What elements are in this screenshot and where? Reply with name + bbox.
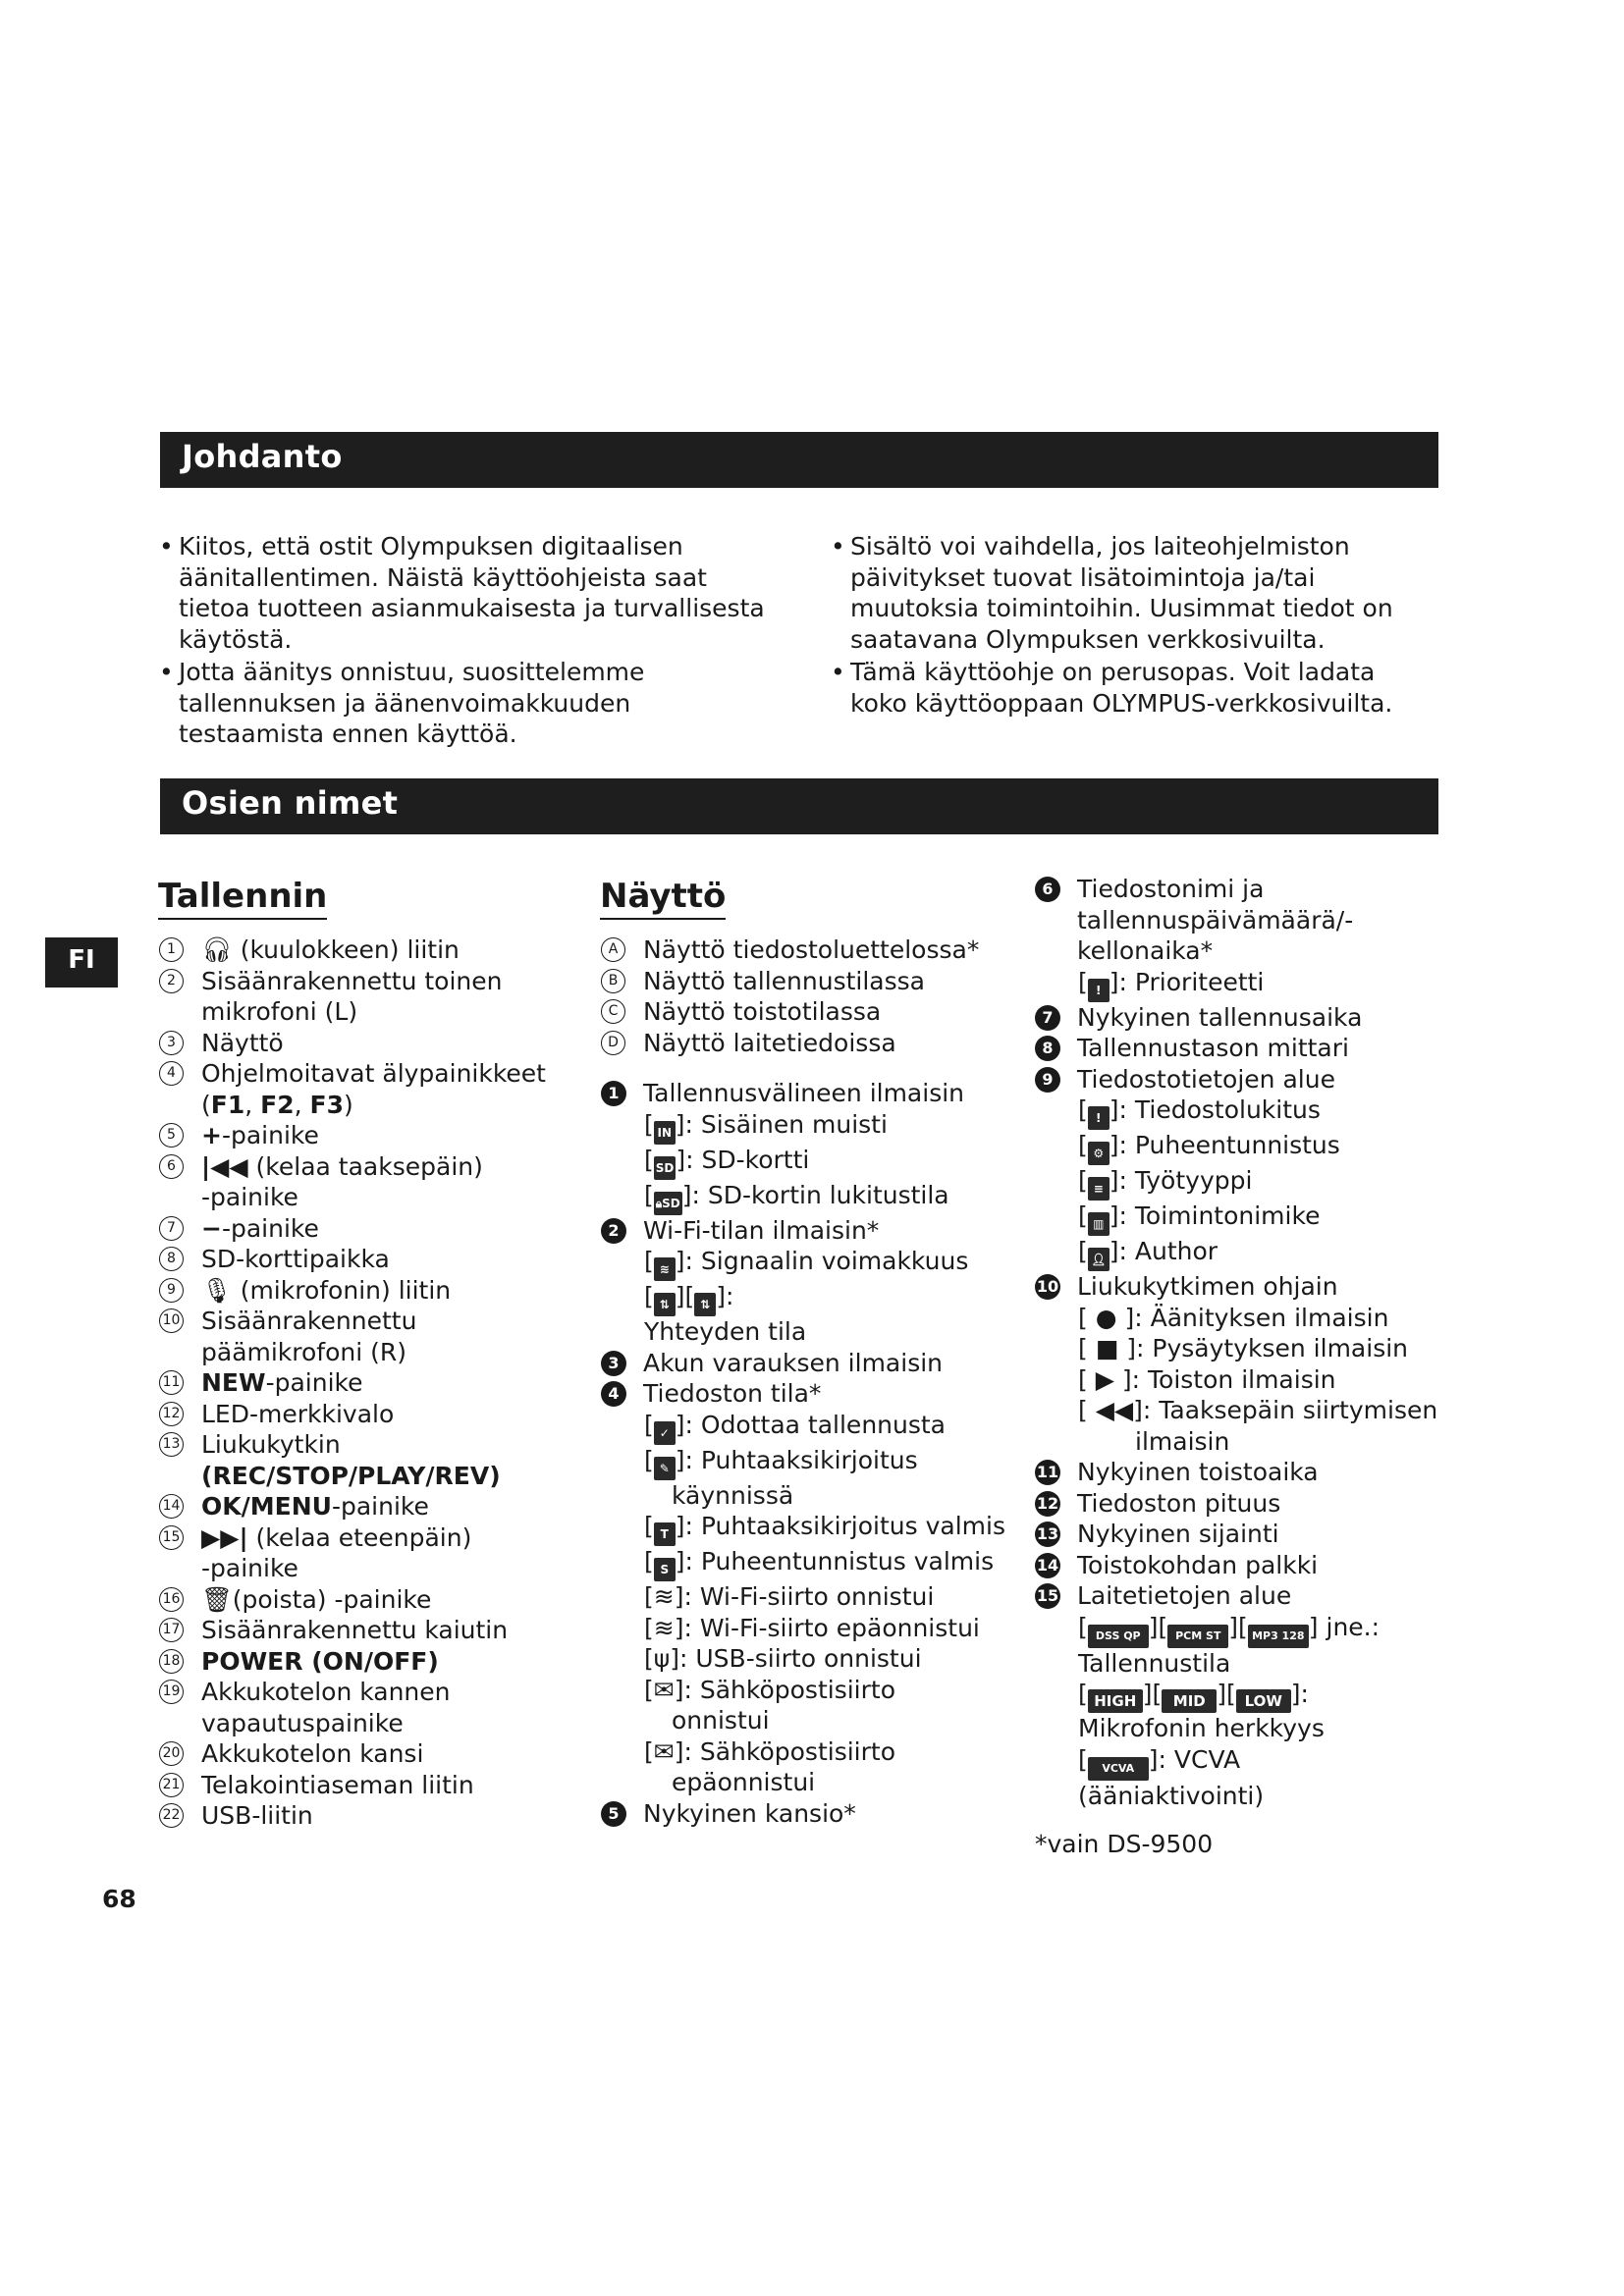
sub-item: [✉]: Sähköpostisiirto [644,1736,895,1766]
waiting-icon: ✓ [654,1421,676,1445]
sub-item-cont: onnistui [672,1706,770,1735]
list-item: 4 Tiedoston tila* [601,1378,1033,1410]
wifi-signal-icon: ≋ [654,1257,676,1281]
display-list-continued [1035,874,1447,1860]
section-header-johdanto [160,432,1438,488]
sub-item-cont: ilmaisin [1135,1426,1230,1456]
sub-item: [ ◀◀]: Taaksepäin siirtymisen [1078,1396,1438,1424]
list-item: 4 Ohjelmoitavat älypainikkeet (F1, F2, F3) [159,1058,571,1120]
list-item: 8 Tallennustason mittari [1035,1033,1447,1064]
list-item: 3 Näyttö [159,1028,571,1059]
intro-bullet: • Kiitos, että ostit Olympuksen digitaalisen äänitallentimen. Näistä käyttöohjeista saat tietoa tuotteen asianmukaisesta ja turvallisesta käytöstä. [159,531,773,655]
sub-item: [ S ]: Puheentunnistus valmis [601,1546,1033,1581]
list-item: 5 +-painike [159,1120,571,1151]
list-item: 8 SD-korttipaikka [159,1244,571,1275]
list-item: 5 Nykyinen kansio* [601,1798,1033,1830]
play-icon: ▶ [1095,1364,1114,1394]
dss-badge: DSS QP [1088,1625,1149,1648]
list-item: 6 Tiedostonimi ja tallennuspäivämäärä/- kellonaika* [1035,874,1447,967]
plus-icon: + [201,1121,222,1149]
fast-forward-icon: ▶▶| [201,1522,248,1552]
list-item: 15 Laitetietojen alue [1036,1581,1292,1610]
section-header-osien-nimet [160,778,1438,834]
list-item: 18 POWER (ON/OFF) [159,1646,571,1678]
list-item: 22 USB-liitin [159,1800,571,1832]
action-icon: ▥ [1088,1212,1110,1236]
sub-item: [ ≡ ]: Työtyyppi [1035,1165,1447,1201]
list-item: 7 −-painike [159,1213,571,1245]
sub-item: [ ▶ ]: Toiston ilmaisin [1078,1364,1336,1394]
list-item: 9 Tiedostotietojen alue [1035,1064,1447,1095]
sub-item: [ ≋ ]: Signaalin voimakkuus [601,1246,1033,1281]
vcva-badge: VCVA [1088,1757,1149,1781]
list-item: A Näyttö tiedostoluettelossa* [601,934,1033,966]
sub-item: Yhteyden tila [644,1317,807,1346]
list-item: 1 Tallennusvälineen ilmaisin [601,1078,1033,1109]
list-item: 10 Sisäänrakennettu päämikrofoni (R) [159,1306,571,1367]
list-item: 16 🗑︎(poista) -painike [159,1584,571,1616]
sub-item: [ ▥ ]: Toimintonimike [1035,1201,1447,1236]
language-tab: FI [45,937,118,988]
usb-icon: ψ [653,1644,671,1673]
priority-icon: ! [1088,979,1110,1002]
minus-icon: − [201,1213,222,1243]
intro-bullet: • Jotta äänitys onnistuu, suosittelemme tallennuksen ja äänenvoimakkuuden testaamista ennen käyttöä. [159,657,773,750]
wifi-ok-icon: ≋ [653,1582,675,1611]
file-lock-icon: ! [1088,1106,1110,1130]
transcribed-icon: T [654,1522,676,1546]
list-item: 15 ▶▶| (kelaa eteenpäin) -painike [159,1522,571,1584]
display-list [601,934,1033,1829]
trash-icon: 🗑︎ [201,1584,233,1614]
sub-item: Mikrofonin herkkyys [1078,1714,1325,1742]
list-item: 13 Liukukytkin (REC/STOP/PLAY/REV) [159,1429,571,1491]
internal-memory-icon: IN [654,1121,676,1145]
worktype-icon: ≡ [1088,1177,1110,1201]
headphone-icon: 🎧︎ [201,935,233,964]
list-item: 20 Akkukotelon kansi [159,1738,571,1770]
sub-item: [ IN ]: Sisäinen muisti [601,1109,1033,1145]
list-item: 17 Sisäänrakennettu kaiutin [159,1615,571,1646]
list-item: 14 OK/MENU-painike [159,1491,571,1522]
footnote: *vain DS-9500 [1035,1830,1214,1858]
intro-left [159,531,773,752]
sub-item: [ ■ ]: Pysäytyksen ilmaisin [1078,1334,1409,1362]
column-title-tallennin: Tallennin [158,877,327,920]
record-dot-icon: ● [1095,1303,1117,1332]
sub-item: [ ✎ ]: Puhtaaksikirjoitus [601,1445,1033,1480]
sub-item: [ DSS QP ][ PCM ST ][ MP3 128 ] jne.: [1035,1612,1447,1648]
sub-item: Tallennustila [1078,1648,1231,1678]
sub-item: [ ✓ ]: Odottaa tallennusta [601,1410,1033,1445]
list-item: 14 Toistokohdan palkki [1036,1550,1319,1579]
list-item: 7 Nykyinen tallennusaika [1035,1002,1447,1034]
author-icon: 👤︎ [1088,1248,1110,1271]
sub-item: [≋]: Wi-Fi-siirto onnistui [644,1582,935,1611]
speech-recognition-icon: ⚙ [1088,1142,1110,1165]
page-number: 68 [102,1885,136,1913]
list-item: 10 Liukukytkimen ohjain [1036,1272,1338,1301]
list-item: 19 Akkukotelon kannen vapautuspainike [159,1677,571,1738]
list-item: 6 |◀◀ (kelaa taaksepäin) -painike [159,1151,571,1213]
connection-up-icon: ⇅ [654,1293,676,1316]
stop-square-icon: ■ [1095,1334,1119,1362]
list-item: D Näyttö laitetiedoissa [601,1028,1033,1059]
intro-bullet: • Tämä käyttöohje on perusopas. Voit ladata koko käyttöoppaan OLYMPUS-verkkosivuilta. [831,657,1439,719]
sd-lock-icon: 🔒︎SD [654,1192,682,1215]
intro-bullet: • Sisältö voi vaihdella, jos laiteohjelmiston päivitykset tuovat lisätoimintoja ja/tai muutoksia toimintoihin. Uusimmat tiedot on saatavana Olympuksen verkkosivuilta. [831,531,1439,655]
speech-done-icon: S [654,1558,676,1581]
mic-low-badge: LOW [1236,1689,1291,1713]
sub-item: [ ! ]: Tiedostolukitus [1035,1095,1447,1130]
sub-item: [ ● ]: Äänityksen ilmaisin [1078,1303,1389,1332]
transcribing-icon: ✎ [654,1457,676,1480]
section-title: Johdanto [182,438,343,475]
rewind-icon: |◀◀ [201,1151,248,1181]
sub-item: [ ! ]: Prioriteetti [1035,967,1447,1002]
mic-high-badge: HIGH [1088,1689,1143,1713]
sub-item: [ VCVA ]: VCVA [1035,1744,1447,1781]
list-item: 11 Nykyinen toistoaika [1036,1458,1319,1486]
intro-right [831,531,1439,721]
list-item: B Näyttö tallennustilassa [601,966,1033,997]
list-item: 3 Akun varauksen ilmaisin [601,1348,1033,1379]
sub-item: [≋]: Wi-Fi-siirto epäonnistui [644,1613,980,1642]
section-title: Osien nimet [182,784,399,822]
sub-item: [ ⚙ ]: Puheentunnistus [1035,1130,1447,1165]
list-item: C Näyttö toistotilassa [601,996,1033,1028]
list-item: 2 Wi-Fi-tilan ilmaisin* [601,1215,1033,1247]
sub-item: [ HIGH ][ MID ][ LOW ]: [1035,1679,1447,1713]
sub-item: [ψ]: USB-siirto onnistui [644,1644,922,1673]
recorder-parts-list [159,934,571,1832]
wifi-fail-icon: ≋ [653,1613,675,1642]
mail-ok-icon: ✉ [653,1675,675,1704]
sub-item: (ääniaktivointi) [1078,1781,1265,1810]
list-item: 12 Tiedoston pituus [1036,1488,1281,1518]
rewind-small-icon: ◀◀ [1095,1396,1134,1424]
list-item: 12 LED-merkkivalo [159,1399,571,1430]
sub-item: [✉]: Sähköpostisiirto [644,1675,895,1704]
sub-item: [ SD]: SD-kortti [601,1145,1033,1180]
mic-mid-badge: MID [1162,1689,1217,1713]
column-title-naytto: Näyttö [600,877,726,920]
list-item: 11 NEW-painike [159,1367,571,1399]
list-item: 2 Sisäänrakennettu toinen mikrofoni (L) [159,966,571,1028]
pcm-badge: PCM ST [1167,1625,1228,1648]
mp3-badge: MP3 128 [1248,1625,1309,1648]
sub-item: [ 👤︎ ]: Author [1035,1236,1447,1271]
list-item: 13 Nykyinen sijainti [1036,1520,1279,1548]
microphone-icon: 🎙︎ [201,1275,233,1305]
sub-item-cont: käynnissä [672,1480,794,1510]
sub-item: [ T ]: Puhtaaksikirjoitus valmis [601,1511,1033,1546]
list-item: 9 🎙︎ (mikrofonin) liitin [159,1275,571,1307]
sd-card-icon: SD [654,1156,677,1180]
sub-item: [ ⇅ ][ ⇅ ]: [601,1281,1033,1316]
sub-item-cont: epäonnistui [672,1768,816,1796]
mail-fail-icon: ✉ [653,1736,675,1766]
sub-item: [ 🔒︎SD]: SD-kortin lukitustila [601,1180,1033,1215]
connection-down-icon: ⇅ [694,1293,716,1316]
list-item: 21 Telakointiaseman liitin [159,1770,571,1801]
list-item: 1 🎧︎ (kuulokkeen) liitin [159,934,571,966]
